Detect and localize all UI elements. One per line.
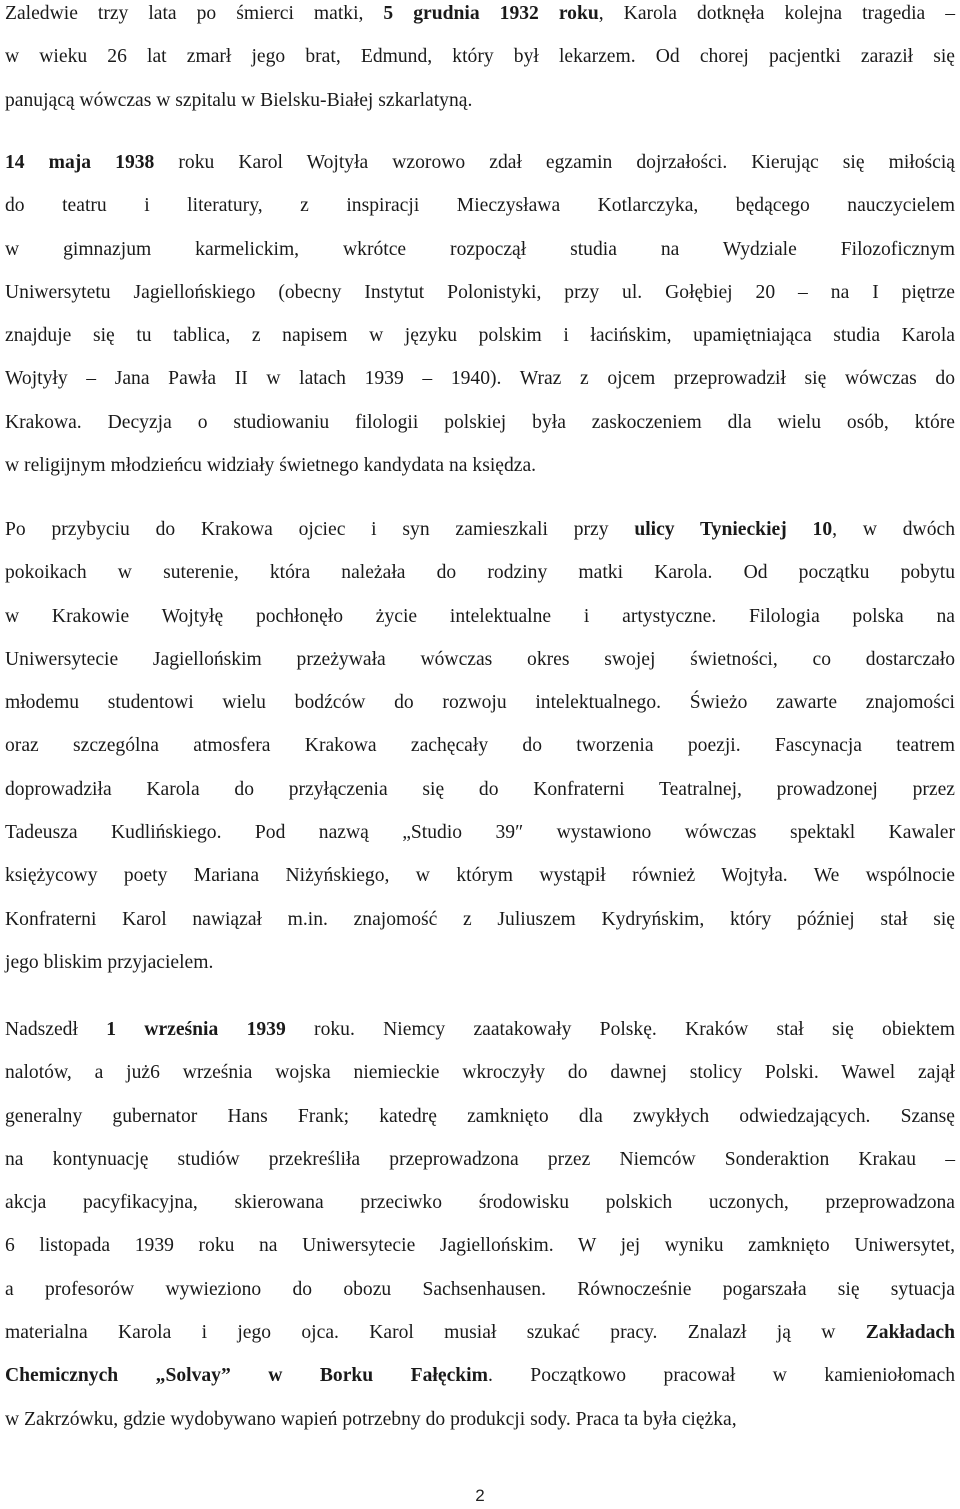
text-line bbox=[5, 1138, 955, 1181]
text-line bbox=[5, 811, 955, 854]
text-run: roku. Niemcy zaatakowały Polskę. Kraków stał się obiektem bbox=[285, 1019, 955, 1040]
text-line bbox=[5, 1311, 955, 1354]
text-run: na kontynuację studiów przekreśliła przeprowadzona przez Niemców Sonderaktion Krakau – bbox=[5, 1148, 955, 1170]
text-run: w wieku 26 lat zmarł jego brat, Edmund, który był lekarzem. Od chorej pacjentki zaraził się bbox=[5, 46, 955, 68]
text-run: , w dwóch bbox=[832, 519, 955, 540]
text-run: Tadeusza Kudlińskiego. Pod nazwą „Studio 39″ wystawiono wówczas spektakl Kawaler bbox=[5, 822, 955, 844]
text-line bbox=[5, 357, 955, 400]
bold-text-run: 14 maja 1938 bbox=[5, 152, 155, 173]
text-run: w Krakowie Wojtyłę pochłonęło życie intelektualne i artystyczne. Filologia polska na bbox=[5, 605, 955, 627]
text-run: znajduje się tu tablica, z napisem w języku polskim i łacińskim, upamiętniająca studia Karola bbox=[5, 325, 955, 347]
text-line bbox=[5, 681, 955, 724]
text-line bbox=[5, 228, 955, 271]
text-line bbox=[5, 724, 955, 767]
text-line bbox=[5, 1181, 955, 1224]
bold-text-run: Zakładach bbox=[865, 1322, 955, 1344]
text-line bbox=[5, 401, 955, 444]
page-number: 2 bbox=[475, 1486, 485, 1505]
paragraph-3 bbox=[5, 508, 955, 984]
text-run: akcja pacyfikacyjna, skierowana przeciwko środowisku polskich uczonych, przeprowadzona bbox=[5, 1192, 955, 1214]
text-run: panującą wówczas w szpitalu w Bielsku-Białej szkarlatyną. bbox=[5, 89, 473, 111]
paragraph-2 bbox=[5, 141, 955, 487]
paragraph-4 bbox=[5, 1008, 955, 1441]
text-run: w Zakrzówku, gdzie wydobywano wapień potrzebny do produkcji sody. Praca ta była ciężka, bbox=[5, 1408, 737, 1430]
text-line bbox=[5, 1354, 955, 1397]
text-line bbox=[5, 1268, 955, 1311]
text-run: jego bliskim przyjacielem. bbox=[5, 951, 214, 973]
text-run: roku Karol Wojtyła wzorowo zdał egzamin dojrzałości. Kierując się miłością bbox=[154, 152, 955, 173]
bold-text-run: 5 grudnia 1932 roku bbox=[383, 3, 599, 24]
text-run: doprowadziła Karola do przyłączenia się do Konfraterni Teatralnej, prowadzonej przez bbox=[5, 778, 955, 800]
text-run: Po przybyciu do Krakowa ojciec i syn zamieszkali przy bbox=[5, 519, 635, 540]
text-line bbox=[5, 35, 955, 78]
text-line bbox=[5, 595, 955, 638]
text-line bbox=[5, 0, 955, 35]
text-run: Wojtyły – Jana Pawła II w latach 1939 – 1940). Wraz z ojcem przeprowadził się wówczas do bbox=[5, 368, 955, 390]
text-run: pokoikach w suterenie, która należała do rodziny matki Karola. Od początku pobytu bbox=[5, 562, 955, 584]
text-run: generalny gubernator Hans Frank; katedrę zamknięto dla zwykłych odwiedzających. Szansę bbox=[5, 1105, 955, 1127]
text-run: materialna Karola i jego ojca. Karol musiał szukać pracy. Znalazł ją w bbox=[5, 1322, 866, 1344]
text-run: w religijnym młodzieńcu widziały świetnego kandydata na księdza. bbox=[5, 455, 537, 477]
text-line bbox=[5, 898, 955, 941]
text-line bbox=[5, 941, 955, 984]
text-run: Zaledwie trzy lata po śmierci matki, bbox=[5, 3, 384, 24]
text-run: a profesorów wywieziono do obozu Sachsenhausen. Równocześnie pogarszała się sytuacja bbox=[5, 1278, 955, 1300]
text-run: w gimnazjum karmelickim, wkrótce rozpoczął studia na Wydziale Filozoficznym bbox=[5, 238, 955, 260]
text-line bbox=[5, 638, 955, 681]
text-run: młodemu studentowi wielu bodźców do rozwoju intelektualnego. Świeżo zawarte znajomości bbox=[5, 692, 955, 714]
text-line bbox=[5, 768, 955, 811]
text-run: . Początkowo pracował w kamieniołomach bbox=[487, 1365, 955, 1387]
text-run: Uniwersytetu Jagiellońskiego (obecny Instytut Polonistyki, przy ul. Gołębiej 20 – na I piętrze bbox=[5, 281, 955, 303]
text-line bbox=[5, 1398, 955, 1441]
text-line bbox=[5, 854, 955, 897]
text-run: oraz szczególna atmosfera Krakowa zachęcały do tworzenia poezji. Fascynacja teatrem bbox=[5, 735, 955, 757]
text-run: księżycowy poety Mariana Niżyńskiego, w którym wystąpił również Wojtyła. We wspólnocie bbox=[5, 865, 955, 887]
text-line bbox=[5, 444, 955, 487]
text-line bbox=[5, 1224, 955, 1267]
bold-text-run: ulicy Tynieckiej 10 bbox=[634, 519, 833, 540]
text-run: Uniwersytecie Jagiellońskim przeżywała wówczas okres swojej świetności, co dostarczało bbox=[5, 648, 955, 670]
bold-text-run: 1 września 1939 bbox=[106, 1019, 286, 1040]
text-line bbox=[5, 1095, 955, 1138]
text-line bbox=[5, 551, 955, 594]
text-line bbox=[5, 184, 955, 227]
text-line bbox=[5, 508, 955, 551]
text-line bbox=[5, 141, 955, 184]
text-line bbox=[5, 314, 955, 357]
text-line bbox=[5, 1008, 955, 1051]
text-line bbox=[5, 1051, 955, 1094]
text-line bbox=[5, 79, 955, 122]
text-run: do teatru i literatury, z inspiracji Mieczysława Kotlarczyka, będącego nauczycielem bbox=[5, 195, 955, 217]
paragraph-1 bbox=[5, 0, 955, 122]
bold-text-run: Chemicznych „Solvay” w Borku Fałęckim bbox=[5, 1365, 488, 1387]
text-run: Krakowa. Decyzja o studiowaniu filologii polskiej była zaskoczeniem dla wielu osób, które bbox=[5, 411, 955, 433]
text-run: Konfraterni Karol nawiązał m.in. znajomość z Juliuszem Kydryńskim, który później stał się bbox=[5, 908, 955, 930]
text-run: Nadszedł bbox=[5, 1019, 107, 1040]
text-run: nalotów, a już6 września wojska niemieckie wkroczyły do dawnej stolicy Polski. Wawel zajął bbox=[5, 1062, 955, 1084]
text-run: , Karola dotknęła kolejna tragedia – bbox=[598, 3, 956, 24]
text-line bbox=[5, 271, 955, 314]
text-run: 6 listopada 1939 roku na Uniwersytecie Jagiellońskim. W jej wyniku zamknięto Uniwersytet, bbox=[5, 1235, 955, 1257]
